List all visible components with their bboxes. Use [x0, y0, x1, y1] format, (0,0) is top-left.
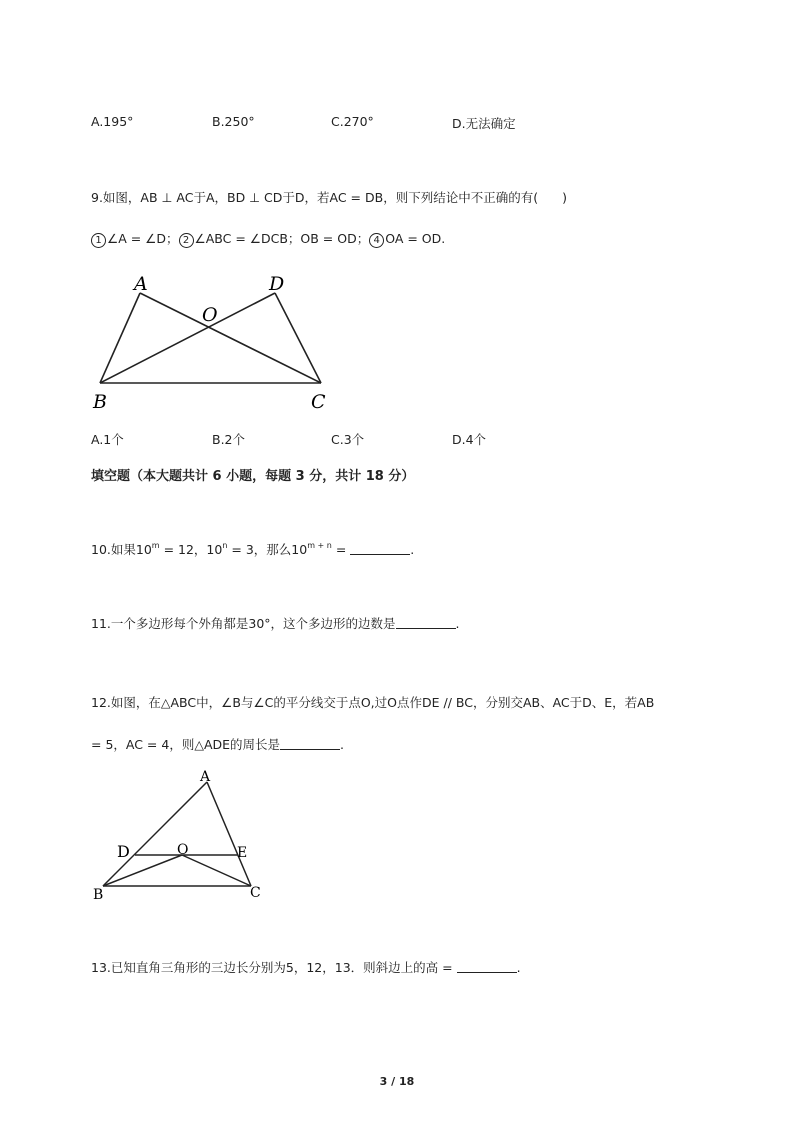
- circled-number-1: 1: [91, 233, 106, 248]
- q12-label-o: O: [177, 842, 189, 858]
- q10-text-3: = 3，那么10: [227, 542, 308, 557]
- q9-label-d: D: [269, 273, 285, 295]
- q9-label-b: B: [93, 391, 107, 413]
- q8-option-a: A.195°: [91, 114, 134, 129]
- q10-exponent-mn: m + n: [307, 541, 332, 550]
- q10-answer-blank: [350, 542, 410, 555]
- q10-text-1: 10.如果10: [91, 542, 152, 557]
- q9-option-a: A.1个: [91, 432, 124, 447]
- section-title: 填空题（本大题共计 6 小题，每题 3 分，共计 18 分）: [91, 469, 415, 484]
- q9-conclusion-1: ∠A = ∠D；: [107, 231, 179, 246]
- q9-conclusion-4: OA = OD.: [385, 231, 446, 246]
- q9-conclusion-2-3: ∠ABC = ∠DCB；OB = OD；: [194, 231, 370, 246]
- q13-end: .: [516, 960, 521, 975]
- q11-text: 11.一个多边形每个外角都是30°，这个多边形的边数是: [91, 616, 396, 631]
- q12-label-e: E: [237, 845, 248, 861]
- q12-figure: [88, 766, 268, 906]
- q11: [91, 614, 460, 632]
- q10-end: .: [410, 542, 415, 557]
- q8-option-c: C.270°: [331, 114, 374, 129]
- q12-end: .: [340, 737, 345, 752]
- q12-line-1: 12.如图，在△ABC中，∠B与∠C的平分线交于点O,过O点作DE // BC，分别交AB、AC于D、E，若AB: [91, 695, 655, 710]
- q9-option-c: C.3个: [331, 432, 365, 447]
- q12-text-2: = 5，AC = 4，则△ADE的周长是: [91, 737, 281, 752]
- q13: [91, 958, 521, 976]
- q8-option-b: B.250°: [212, 114, 255, 129]
- q10-text-2: = 12，10: [159, 542, 223, 557]
- q9-stem-text: 9.如图，AB ⊥ AC于A，BD ⊥ CD于D，若AC = DB，则下列结论中不正确的有(: [91, 190, 539, 205]
- q10-text-4: =: [331, 542, 351, 557]
- q9-option-d: D.4个: [452, 432, 487, 447]
- q12-answer-blank: [280, 737, 340, 750]
- q12-label-b: B: [93, 887, 104, 903]
- q9-label-o: O: [202, 304, 218, 326]
- q10-exponent-m: m: [151, 541, 160, 550]
- q9-stem-close: ): [562, 190, 567, 205]
- q8-option-d: D.无法确定: [452, 116, 516, 131]
- page-number: 3 / 18: [379, 1075, 415, 1088]
- q10-exponent-n: n: [222, 541, 228, 550]
- q12-label-a: A: [200, 769, 211, 785]
- q13-text: 13.已知直角三角形的三边长分别为5，12，13．则斜边上的高 =: [91, 960, 457, 975]
- q11-end: .: [455, 616, 460, 631]
- q9-figure: [85, 268, 345, 414]
- q9-stem: [91, 188, 567, 206]
- q11-answer-blank: [396, 616, 456, 629]
- q9-label-c: C: [311, 391, 326, 413]
- q9-conclusions: [91, 229, 445, 248]
- circled-number-2: 2: [179, 233, 194, 248]
- q12-line-2: [91, 735, 344, 753]
- q12-label-c: C: [250, 885, 261, 901]
- q9-option-b: B.2个: [212, 432, 246, 447]
- q12-label-d: D: [117, 842, 130, 861]
- q9-label-a: A: [134, 273, 148, 295]
- circled-number-4: 4: [369, 233, 384, 248]
- q10: [91, 540, 414, 558]
- q13-answer-blank: [457, 960, 517, 973]
